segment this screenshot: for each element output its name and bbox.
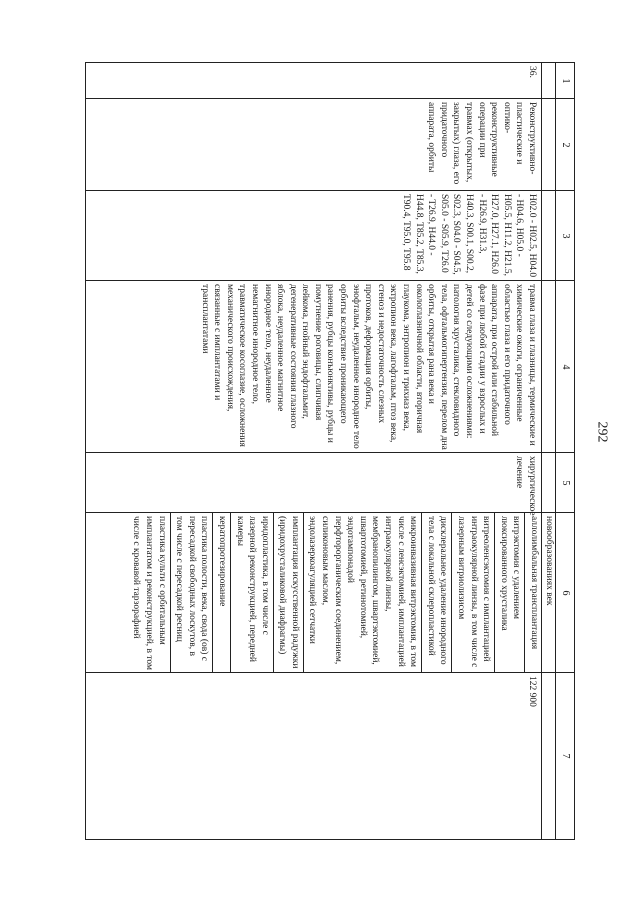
price: 122 900	[527, 676, 537, 707]
method-item: витрэктомия с удалением люксированного хрусталика	[494, 513, 524, 673]
row-number: 36.	[527, 66, 537, 78]
method-item: кератопротезирование	[212, 513, 230, 673]
page-number: 292	[594, 421, 610, 443]
header-col-7: 7	[560, 753, 571, 759]
method-item: пластика культи с орбитальным имплантатом и реконструкцией, в том числе с кровавой тарзорафией	[131, 516, 167, 670]
method-item: аллолимбальная трансплантация	[524, 513, 542, 673]
header-col-6: 6	[560, 590, 571, 596]
method-item: пластика полости, века, свода (ов) с пересадкой свободных лоскутов, в том числе с пересадкой ресниц	[170, 513, 213, 673]
method-item: витреоленсэктомия с имплантацией интраокулярной линзы, в том числе с лазерным витриолизисом	[451, 513, 494, 673]
method-item: дисклеральное удаление инородного тела с локальной склеропластикой	[421, 513, 451, 673]
diagnosis-text: травма глаза и глазницы, термические и химические ожоги, ограниченные областью глаза и его придаточного аппарата, при острой или стабильной фазе при любой стадии у взрослых и детей со следующими осложнениями: патология хрусталика, стекловидного тела, офтальмогипертензия, перелом дна орбиты, открытая рана века и окологлазничной области, вторичная глаукома, энтропион и трихиаз века, эктропион века, лагофтальм, птоз века, стеноз и недостаточность слезных протоков, деформация орбиты, энофтальм, неудаленное инородное тело орбиты вследствие проникающего ранения, рубцы конъюнктивы, рубцы и помутнение роговицы, слипчивая лейкома, гнойный эндофтальмит, дегенеративные состояния глазного яблока, неудаленное магнитное инородное тело, неудаленное немагнитное инородное тело, травматическое косоглазие, осложнения механического происхождения, связанные с имплантатами и трансплантатами	[199, 284, 537, 450]
method-item: иридопластика, в том числе с лазерной реконструкцией, передней камеры	[230, 513, 273, 673]
icd-codes: H02.0 - H02.5, H04.0 - H04.6, H05.0 - H05.5, H11.2, H21.5, H27.0, H27.1, H26.0 - H26.9, H31.3, H40.3, S00.1, S00.2, S02.3, S04.0 - S04.5, S05.0 - S05.9, T26.0 - T26.9, H44.0 - H44.8, T85.2, T85.3, T90.4, T95.0, T95.8	[401, 194, 537, 278]
method-item: имплантация искусственной радужки (иридохрусталиковой диафрагмы)	[273, 513, 303, 673]
header-col-1: 1	[560, 78, 571, 84]
header-col-4: 4	[560, 364, 571, 370]
methods-list	[128, 513, 542, 673]
treatment-type: хирургическое лечение	[514, 456, 537, 516]
header-col-5: 5	[560, 480, 571, 486]
intervention-name: Реконструктивно-пластические и оптико-реконструктивные операции при травмах (открытых, закрытых) глаза, его придаточного аппарата, орбиты	[426, 102, 537, 185]
continuation-text: новообразованиях век	[544, 516, 554, 606]
header-col-3: 3	[560, 233, 571, 239]
method-item: микроинвазивная витрэктомия, в том числе с ленсэктомией, имплантацией интраокулярной линзы, мембранопилингом, швартэктомией, швартотомией, ретинотомией, эндотампонадой перфторорганическим соединением, силиконовым маслом, эндолазеркоагуляцией сетчатки	[303, 513, 421, 673]
header-col-2: 2	[560, 142, 571, 148]
medical-table	[85, 62, 575, 840]
